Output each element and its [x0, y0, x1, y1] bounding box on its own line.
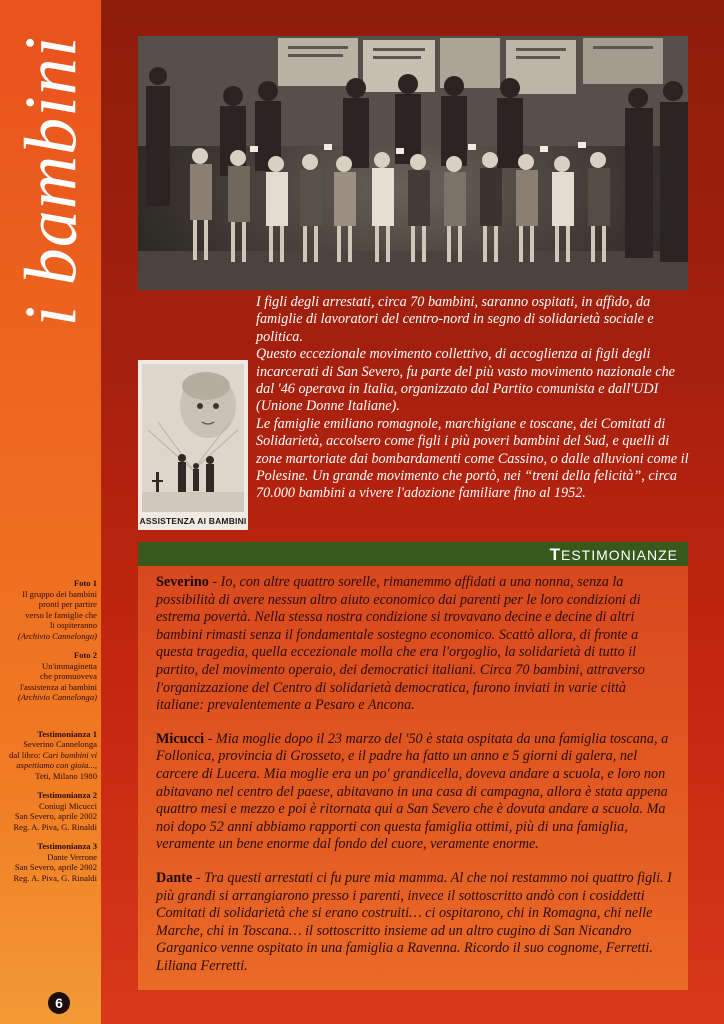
caption-line: San Severo, aprile 2002 [14, 862, 97, 872]
testimonianza-quote: - Mia moglie dopo il 23 marzo del '50 è stata ospitata da una famiglia toscana, a Follonica, provincia di Grosseto, e il padre ha fatto un anno e 5 giorni di galera, nel carcere di Lucera. Mia moglie era un po' grandicella, doveva andare a scuola, e loro non abitavano nel centro del paese, abitavano in una casa di campagna, allora è stata appena quattro mesi e mezzo e poi è ritornata qui a San Severo che è dovuta andare a scuola. Ma noi dopo 52 anni abbiamo rapporti con questa famiglia ottimi, più di una famiglia, veramente un bene enorme dal fondo del cuore, veramente enorme. [156, 730, 669, 853]
intro-paragraph-1: I figli degli arrestati, circa 70 bambini, saranno ospitati, in affido, da famiglie di lavoratori del centro-nord in segno di solidarietà sociale e politica. [256, 294, 654, 345]
intro-paragraph-2: Questo eccezionale movimento collettivo, di accoglienza ai figli degli incarcerati di San Severo, fu parte del più vasto movimento nazionale che dal '46 operava in Italia, organizzato dal Partito comunista e dall'UDI (Unione Donne Italiane). [256, 346, 675, 415]
testimonianze-header [138, 542, 688, 566]
caption-testimonianza-1 [0, 729, 101, 782]
caption-line: Un'immaginetta [41, 660, 97, 671]
caption-line: San Severo, aprile 2002 [14, 811, 97, 821]
intro-text [256, 294, 694, 503]
caption-title: Testimonianza 1 [37, 728, 97, 739]
captions-column [0, 578, 101, 892]
caption-title: Foto 1 [73, 578, 97, 588]
title-rest: ESTIMONIANZE [560, 547, 678, 563]
caption-title: Foto 2 [73, 650, 97, 660]
caption-line: Coniugi Micucci [39, 800, 97, 811]
testimonianza-quote: - Tra questi arrestati ci fu pure mia mamma. Al che noi restammo noi quattro figli. I più grandi si arrangiarono presso i parenti, invece il sottoscritto andò con i cosiddetti Comitati di solidarietà che si erano costruiti… ci ospitarono, chi in Romagna, chi nelle Marche, chi in Toscana… il sottoscritto insieme ad un altro cugino di San Nicandro Garganico venne ospitato in una famiglia a Ravenna. Ricordo il suo cognome, Ferretti. Liliana Ferretti. [156, 869, 672, 974]
caption-line: pronti per partire [38, 599, 97, 609]
caption-testimonianza-2 [0, 790, 101, 832]
testimonianza-severino [156, 574, 676, 715]
section-title [12, 36, 92, 326]
caption-foto-2 [0, 650, 101, 703]
caption-line: che promuoveva [39, 671, 97, 681]
caption-line: verso le famiglie che [25, 609, 97, 620]
page-number: 6 [48, 992, 70, 1014]
caption-line: Reg. A. Piva, G. Rinaldi [13, 821, 97, 832]
caption-line: l'assistenza ai bambini [20, 681, 97, 692]
assistenza-illustration [138, 360, 248, 530]
section-title-text: i bambini [10, 35, 93, 327]
caption-source: (Archivio Cannelonga) [17, 630, 97, 641]
caption-title: Testimonianza 2 [37, 790, 97, 800]
intro-paragraph-3: Le famiglie emiliano romagnole, marchigiane e toscane, dei Comitati di Solidarietà, accolsero come figli i più poveri bambini del Sud, e quelli di zone martoriate dai bombardamenti come Cassino, o dalle alluvioni come il Polesine. Un grande movimento che portò, nei “treni della felicità”, circa 70.000 bambini a vivere l'adozione familiare fino al 1952. [256, 415, 689, 502]
caption-line: li ospiteranno [49, 620, 97, 630]
assistenza-label: ASSISTENZA AI BAMBINI [139, 516, 247, 526]
caption-line: Dante Verrone [47, 851, 97, 862]
testimonianze-title [550, 545, 678, 565]
caption-line: dal libro: [9, 749, 41, 760]
photo-children-group [138, 36, 688, 290]
photo-assistenza-card [138, 360, 248, 530]
testimonianza-dante [156, 870, 676, 976]
testimonianza-micucci [156, 731, 676, 854]
caption-source: (Archivio Cannelonga) [17, 692, 97, 702]
caption-line: Il gruppo dei bambini [22, 588, 97, 599]
speaker-name: Severino [156, 574, 209, 590]
testimonianze-text [156, 574, 676, 991]
children-photo-illustration [138, 36, 688, 290]
caption-line: Reg. A. Piva, G. Rinaldi [13, 872, 97, 883]
caption-line: Severino Cannelonga [23, 739, 97, 749]
speaker-name: Micucci [156, 730, 205, 747]
caption-testimonianza-3 [0, 841, 101, 883]
title-initial: T [549, 545, 561, 564]
testimonianza-quote: - Io, con altre quattro sorelle, rimanemmo affidati a una nonna, senza la possibilità di avere nessun altro aiuto economico dai parenti per le loro condizioni di estrema povertà. Nella stessa nostra condizione si trovavano decine e decine di altri bambini rimasti senza il fondamentale sostegno economico. Scattò allora, di fronte a questa tragedia, quella eccezionale molla che era l'orgoglio, la solidarietà di tutto il partito, del movimento operaio, dei democratici italiani. Circa 70 bambini, attraverso l'organizzazione del Centro di solidarietà democratica, furono inviati in varie città italiane: prevalentemente a Pesaro e Ancona. [156, 574, 645, 714]
caption-book-title: Cari bambini vi aspettiamo con gioia..., [16, 749, 97, 770]
speaker-name: Dante [156, 869, 193, 886]
caption-title: Testimonianza 3 [37, 841, 97, 851]
caption-foto-1 [0, 578, 101, 641]
caption-line: Teti, Milano 1980 [35, 770, 97, 781]
